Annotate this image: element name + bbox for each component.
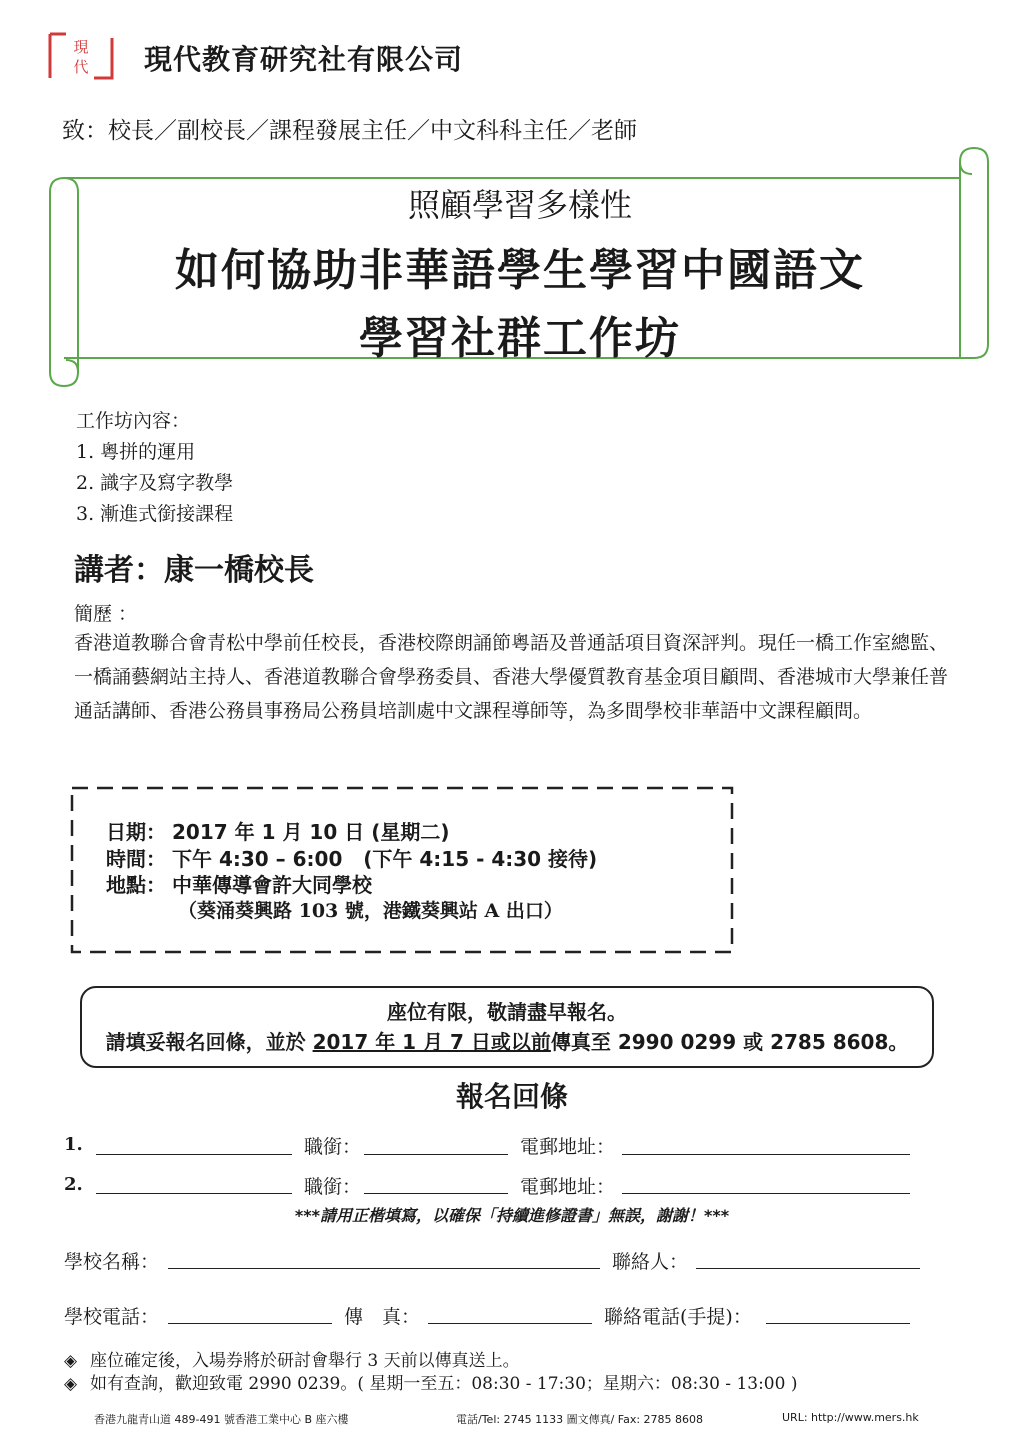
logo-graphic: [44, 30, 118, 82]
time-value: 下午 4:30 – 6:00 (下午 4:15 - 4:30 接待): [172, 847, 598, 871]
email-field[interactable]: [622, 1193, 910, 1194]
company-name: 現代教育研究社有限公司: [144, 43, 464, 76]
contact-person-label: 聯絡人：: [612, 1251, 689, 1273]
diamond-bullet-icon: ◈: [64, 1374, 78, 1394]
mobile-label: 聯絡電話(手提)：: [604, 1306, 752, 1328]
banner-title-line1: 如何協助非華語學生學習中國語文: [175, 245, 865, 296]
position-field[interactable]: [364, 1154, 508, 1155]
content-title: 工作坊內容：: [76, 410, 191, 432]
date-label: 日期：: [106, 820, 166, 844]
svg-text:代: 代: [73, 58, 89, 76]
note-text: 如有查詢，歡迎致電 2990 0239。( 星期一至五：08:30 - 17:30；星期六：08:30 - 13:00 ): [90, 1374, 798, 1394]
contact-person-field[interactable]: [696, 1268, 920, 1269]
note: [64, 1346, 520, 1371]
note: [64, 1369, 797, 1394]
notice-line2: [80, 1026, 934, 1055]
venue-address: （葵涌葵興路 103 號，港鐵葵興站 A 出口）: [178, 900, 563, 922]
footer-address: 香港九龍青山道 489-491 號香港工業中心 B 座六樓: [94, 1413, 349, 1426]
position-label: 職銜：: [304, 1176, 362, 1198]
content-item: 2. 識字及寫字教學: [76, 472, 234, 494]
note-text: 座位確定後，入場券將於研討會舉行 3 天前以傳真送上。: [90, 1351, 520, 1371]
position-label: 職銜：: [304, 1136, 362, 1158]
form-reminder: ***請用正楷填寫，以確保「持續進修證書」無誤，謝謝！***: [294, 1206, 730, 1225]
logo-text: 現: [73, 38, 89, 56]
email-label: 電郵地址：: [520, 1176, 616, 1198]
banner-title-line2: 學習社群工作坊: [359, 313, 681, 364]
participant-name-field[interactable]: [96, 1154, 292, 1155]
venue-value: 中華傳導會許大同學校: [172, 873, 372, 897]
school-phone-label: 學校電話：: [64, 1306, 160, 1328]
addressee-line: 致：校長／副校長／課程發展主任／中文科科主任／老師: [62, 118, 637, 144]
fax-label: 傳 真：: [344, 1306, 421, 1328]
email-label: 電郵地址：: [520, 1136, 616, 1158]
school-name-field[interactable]: [168, 1268, 600, 1269]
notice-deadline: 2017 年 1 月 7 日或以前: [312, 1030, 551, 1054]
diamond-bullet-icon: ◈: [64, 1351, 78, 1371]
form-title: 報名回條: [455, 1080, 568, 1113]
row-number: 2.: [64, 1174, 83, 1195]
notice-line2-pre: 請填妥報名回條，並於: [105, 1030, 313, 1054]
school-name-label: 學校名稱：: [64, 1251, 160, 1273]
fax-field[interactable]: [428, 1323, 592, 1324]
email-field[interactable]: [622, 1154, 910, 1155]
speaker-bio: 香港道教聯合會青松中學前任校長，香港校際朗誦節粵語及普通話項目資深評判。現任一橋工作室總監、一橋誦藝網站主持人、香港道教聯合會學務委員、香港大學優質教育基金項目顧問、香港城市大學兼任普通話講師、香港公務員事務局公務員培訓處中文課程導師等，為多間學校非華語中文課程顧問。: [74, 632, 949, 722]
banner-subtitle: 照顧學習多樣性: [407, 186, 632, 224]
time-label: 時間：: [106, 847, 166, 871]
venue-label: 地點：: [106, 873, 166, 897]
footer-url[interactable]: URL: http://www.mers.hk: [782, 1411, 919, 1424]
notice-line2-post: 傳真至 2990 0299 或 2785 8608。: [550, 1030, 909, 1054]
speaker-heading: 講者：康一橋校長: [74, 553, 314, 588]
content-item: 3. 漸進式銜接課程: [76, 503, 234, 525]
bio-label: 簡歷 ：: [74, 603, 138, 625]
footer-phone-fax: 電話/Tel: 2745 1133 圖文傳真/ Fax: 2785 8608: [456, 1413, 704, 1426]
mobile-field[interactable]: [766, 1323, 910, 1324]
date-value: 2017 年 1 月 10 日 (星期二): [172, 820, 450, 844]
participant-name-field[interactable]: [96, 1193, 292, 1194]
notice-line1: 座位有限，敬請盡早報名。: [387, 1000, 627, 1024]
position-field[interactable]: [364, 1193, 508, 1194]
school-phone-field[interactable]: [168, 1323, 332, 1324]
company-logo: [44, 30, 118, 82]
content-item: 1. 粵拼的運用: [76, 441, 196, 463]
row-number: 1.: [64, 1134, 83, 1155]
